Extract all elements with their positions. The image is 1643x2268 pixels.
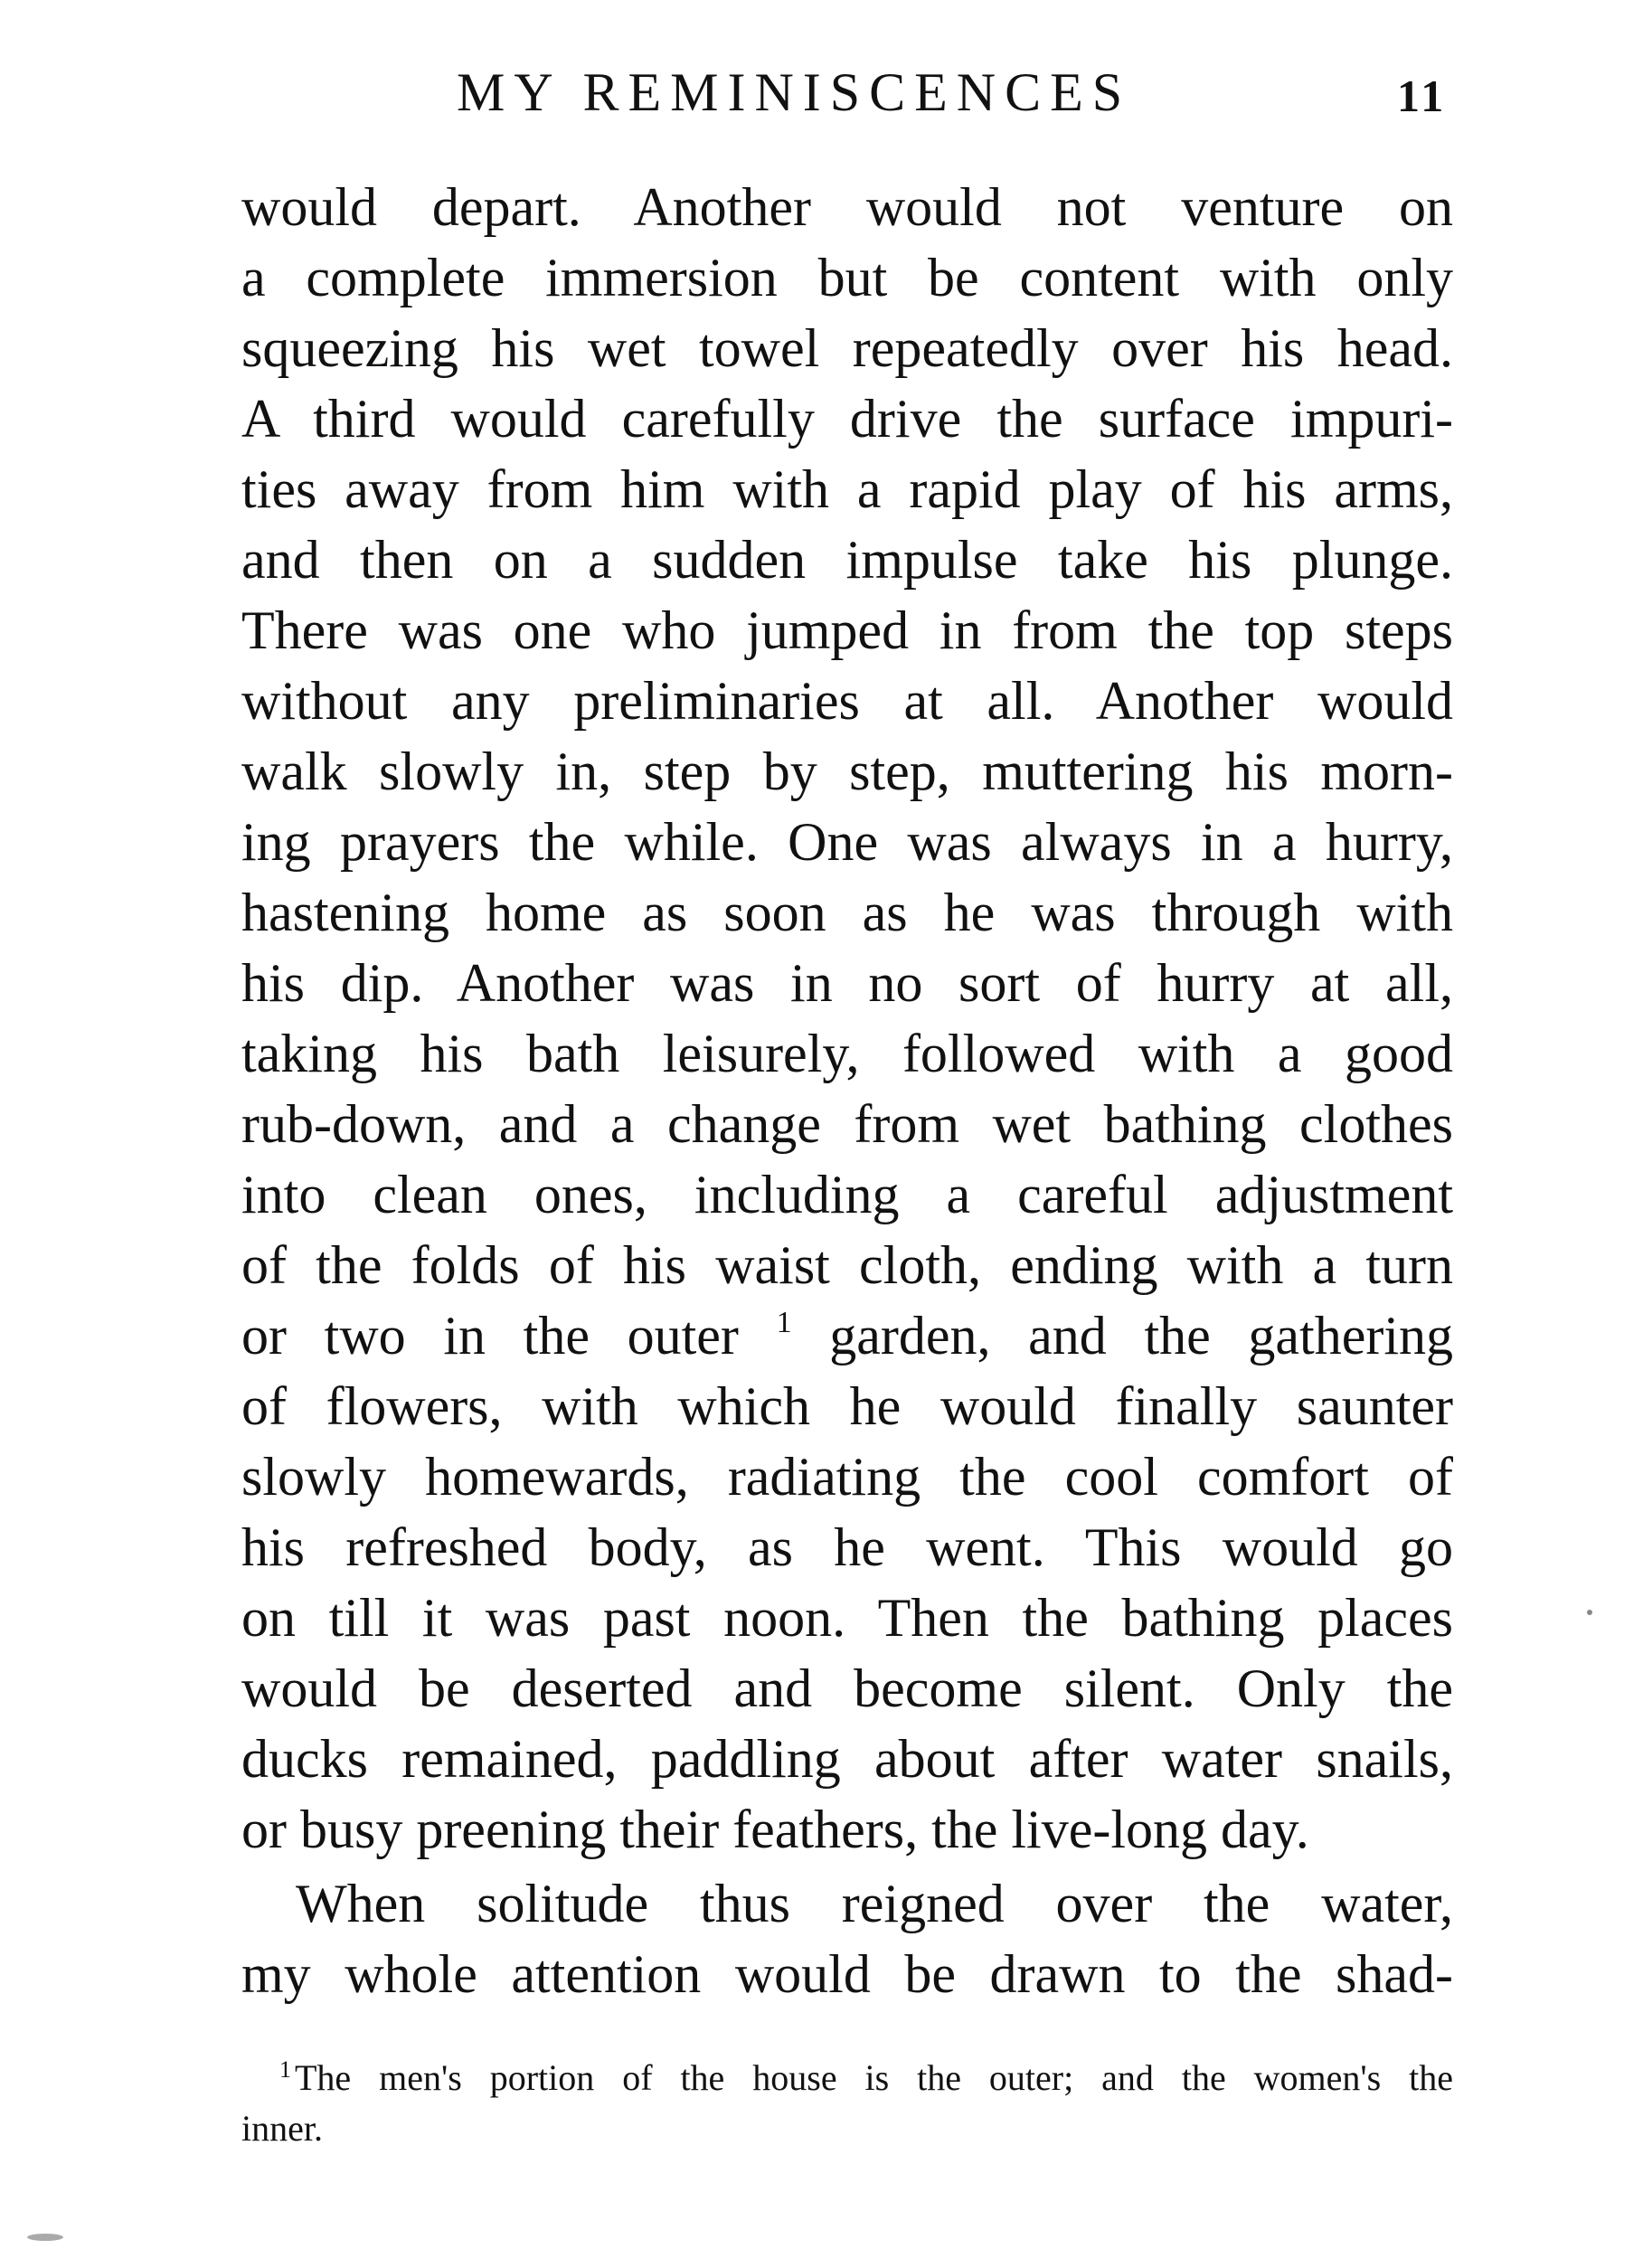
page-number: 11 — [1397, 71, 1448, 121]
text-line: on till it was past noon. Then the bathing places — [241, 1588, 1453, 1648]
text-line: squeezing his wet towel repeatedly over his head. — [241, 318, 1453, 378]
text-line: ing prayers the while. One was always in a hurry, — [241, 812, 1453, 872]
text-segment: or two in the outer — [241, 1306, 739, 1366]
text-line: a complete immersion but be content with only — [241, 248, 1453, 307]
footnote-mark: 1 — [279, 2056, 291, 2083]
text-line: his refreshed body, as he went. This would go — [241, 1517, 1453, 1577]
text-line: would depart. Another would not venture on — [241, 177, 1453, 237]
text-line: my whole attention would be drawn to the shad- — [241, 1944, 1453, 2004]
text-line: and then on a sudden impulse take his plunge. — [241, 530, 1453, 590]
text-line: When solitude thus reigned over the water, — [296, 1874, 1453, 1933]
text-line: slowly homewards, radiating the cool comfort of — [241, 1447, 1453, 1507]
text-line-with-footnote — [241, 1300, 1453, 1371]
text-line: ties away from him with a rapid play of his arms, — [241, 459, 1453, 519]
text-line: his dip. Another was in no sort of hurry at all, — [241, 953, 1453, 1013]
footnote-text: The men's portion of the house is the outer; and the women's the — [295, 2057, 1453, 2098]
scan-speck — [27, 2234, 63, 2241]
text-line: rub-down, and a change from wet bathing clothes — [241, 1094, 1453, 1154]
text-line: of flowers, with which he would finally saunter — [241, 1376, 1453, 1436]
text-line: A third would carefully drive the surface impuri- — [241, 389, 1453, 449]
running-title: MY REMINISCENCES — [457, 62, 1132, 122]
text-line: without any preliminaries at all. Another would — [241, 671, 1453, 731]
footnote-line: inner. — [241, 2108, 323, 2149]
text-line: ducks remained, paddling about after water snails, — [241, 1729, 1453, 1789]
text-line: would be deserted and become silent. Only the — [241, 1658, 1453, 1718]
body-text — [241, 172, 1453, 2009]
footnote — [241, 2053, 1453, 2154]
footnote-line — [241, 2053, 1453, 2103]
text-line: hastening home as soon as he was through with — [241, 883, 1453, 942]
text-segment: garden, and the gathering — [791, 1306, 1454, 1366]
scan-speck — [1587, 1610, 1592, 1615]
text-line: or busy preening their feathers, the live-long day. — [241, 1800, 1309, 1859]
text-line: taking his bath leisurely, followed with a good — [241, 1024, 1453, 1083]
running-head — [0, 56, 1643, 128]
text-line: There was one who jumped in from the top steps — [241, 600, 1453, 660]
text-line: into clean ones, including a careful adjustment — [241, 1165, 1453, 1224]
text-line: walk slowly in, step by step, muttering his morn- — [241, 742, 1453, 801]
footnote-reference[interactable]: 1 — [776, 1306, 792, 1339]
text-line: of the folds of his waist cloth, ending with a turn — [241, 1235, 1453, 1295]
